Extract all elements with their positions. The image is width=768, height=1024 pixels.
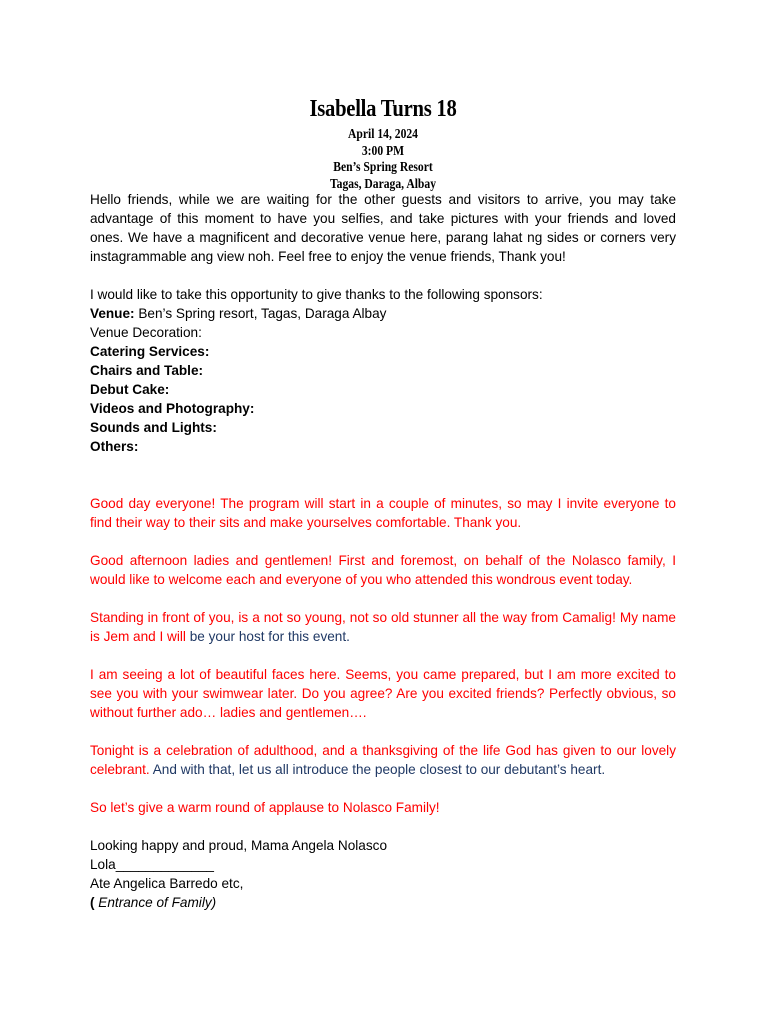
script-paragraph-5-blue: And with that, let us all introduce the people closest to our debutant’s heart. xyxy=(152,762,606,777)
family-line-3: Ate Angelica Barredo etc, xyxy=(90,876,244,891)
sponsor-decoration: Venue Decoration: xyxy=(90,325,202,340)
event-venue: Ben’s Spring Resort xyxy=(333,159,433,174)
script-paragraph-3-red: Standing in front of you, is a not so young, not so old stunner all the way from Camalig! My name is Jem and I will xyxy=(90,610,676,644)
sponsor-chairs: Chairs and Table: xyxy=(90,363,204,378)
family-entrance xyxy=(90,893,676,912)
sponsor-sounds: Sounds and Lights: xyxy=(90,420,217,435)
event-location: Tagas, Daraga, Albay xyxy=(329,175,437,191)
document-title: Isabella Turns 18 xyxy=(309,96,457,122)
script-paragraph-4: I am seeing a lot of beautiful faces here. Seems, you came prepared, but I am more excited to see you with your swimwear later. Do you agree? Are you excited friends? Perfectly obvious, so without further ado… ladies and gentlemen…. xyxy=(90,667,676,720)
script-paragraph-6: So let’s give a warm round of applause to Nolasco Family! xyxy=(90,800,440,815)
event-date: April 14, 2024 xyxy=(347,126,418,141)
sponsor-videos: Videos and Photography: xyxy=(90,401,255,416)
sponsor-others: Others: xyxy=(90,439,139,454)
sponsors-intro: I would like to take this opportunity to give thanks to the following sponsors: xyxy=(90,287,543,302)
document-header xyxy=(131,92,635,192)
intro-paragraph: Hello friends, while we are waiting for the other guests and visitors to arrive, you may take advantage of this moment to have you selfies, and take pictures with your friends and loved ones. We have a magnificent and decorative venue here, parang lahat ng sides or corners very instagrammable ang view noh. Feel free to enjoy the venue friends, Thank you! xyxy=(90,192,676,264)
family-line-1: Looking happy and proud, Mama Angela Nolasco xyxy=(90,838,387,853)
sponsor-catering: Catering Services: xyxy=(90,344,210,359)
document-body xyxy=(90,190,676,912)
script-paragraph-1: Good day everyone! The program will start in a couple of minutes, so may I invite everyone to find their way to their sits and make yourselves comfortable. Thank you. xyxy=(90,496,676,530)
sponsor-cake: Debut Cake: xyxy=(90,382,170,397)
family-line-2: Lola_____________ xyxy=(90,857,214,872)
entrance-paren: ( xyxy=(90,895,95,910)
event-time: 3:00 PM xyxy=(361,142,405,158)
sponsor-venue-label: Venue: xyxy=(90,306,135,321)
sponsor-venue xyxy=(90,304,676,323)
entrance-text: Entrance of Family) xyxy=(94,895,217,910)
script-paragraph-5 xyxy=(90,741,676,779)
script-paragraph-5-red: Tonight is a celebration of adulthood, and a thanksgiving of the life God has given to our lovely celebrant. xyxy=(90,743,676,777)
script-paragraph-3-blue: be your host for this event. xyxy=(189,629,350,644)
sponsor-venue-value: Ben’s Spring resort, Tagas, Daraga Albay xyxy=(134,306,387,321)
script-paragraph-2: Good afternoon ladies and gentlemen! First and foremost, on behalf of the Nolasco family, I would like to welcome each and everyone of you who attended this wondrous event today. xyxy=(90,553,676,587)
script-paragraph-3 xyxy=(90,608,676,646)
